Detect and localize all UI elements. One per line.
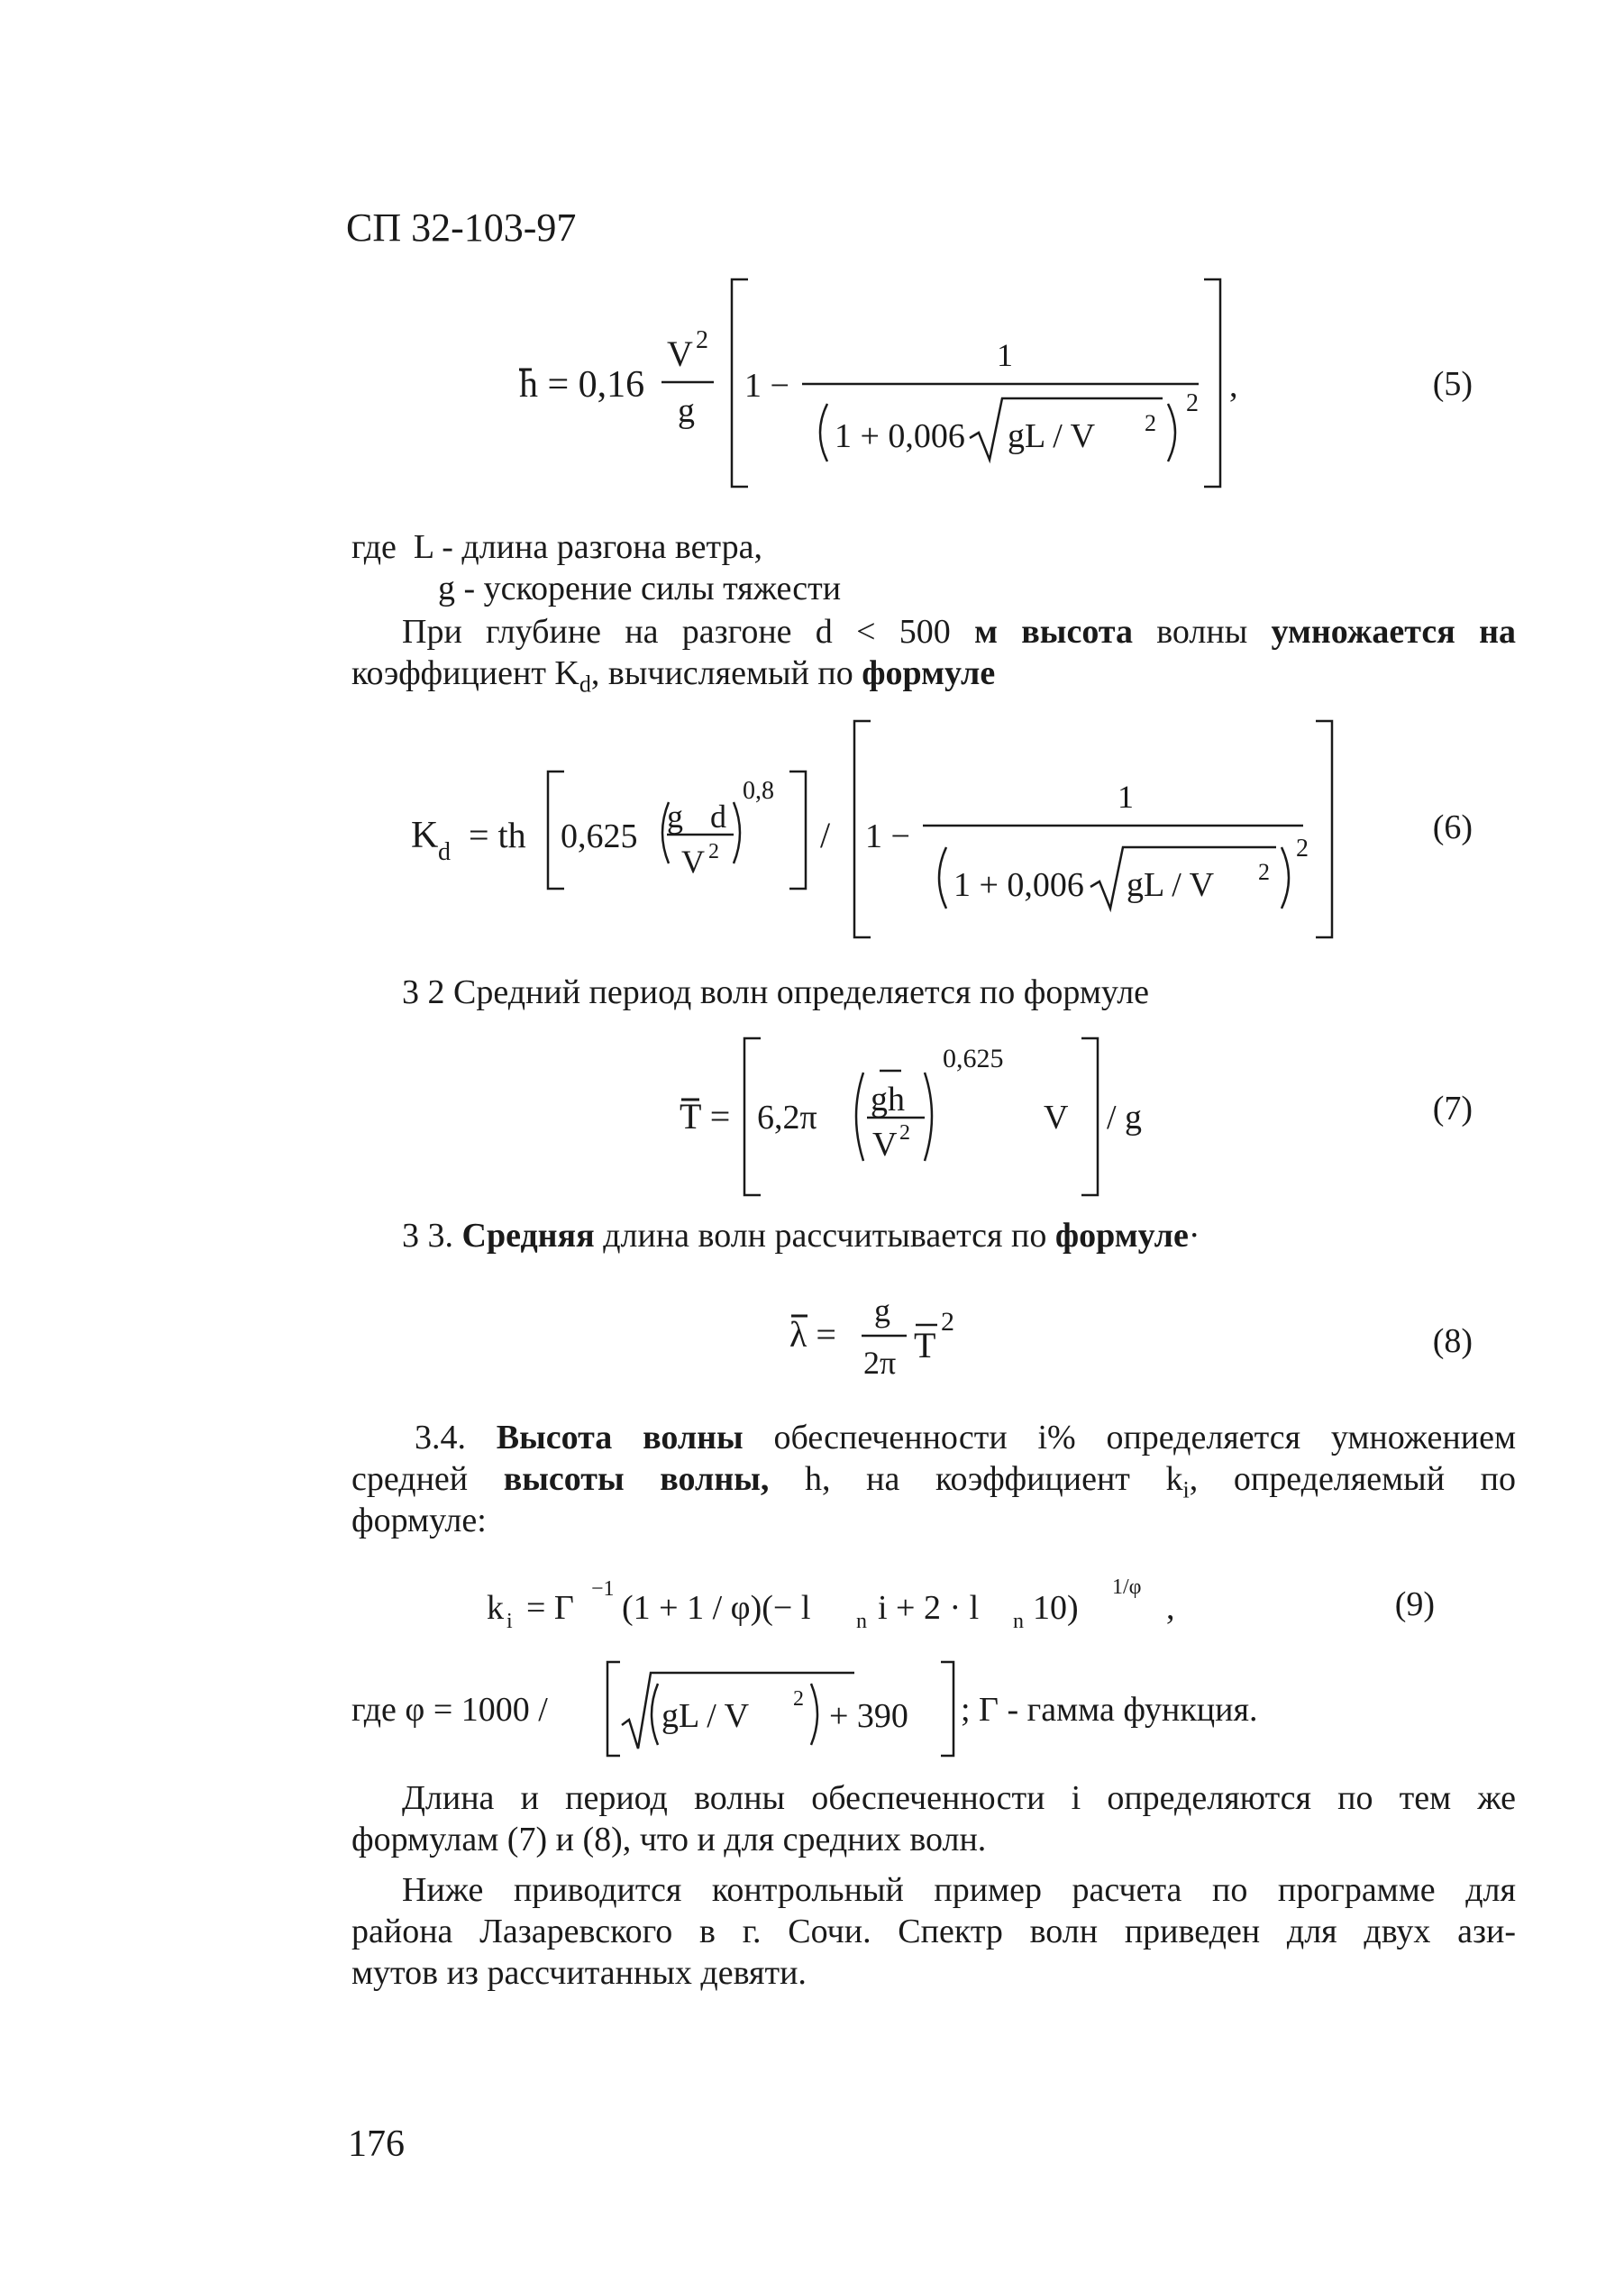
f7-V-sup: 2 <box>899 1121 910 1145</box>
f6-inner: 1 + 0,006 <box>953 866 1084 904</box>
formula-9 <box>478 1559 1289 1649</box>
eq-number-6: (6) <box>1432 808 1473 846</box>
f8-num: g <box>874 1292 890 1329</box>
f9-body: (1 + 1 / φ)(− l <box>622 1589 811 1627</box>
f9-lhs-sub: i <box>506 1610 513 1633</box>
f6-lhs-sub: d <box>438 838 451 866</box>
eq-number-7: (7) <box>1432 1090 1473 1128</box>
where-phi-prefix: где φ = 1000 / <box>351 1691 548 1729</box>
fphi-sup: 2 <box>793 1687 804 1711</box>
f6-V: V <box>681 844 705 880</box>
para-depth-line1: При глубине на разгоне d < 500 м высота волны умножается на <box>402 613 1517 651</box>
where-g: g - ускорение силы тяжести <box>438 570 842 607</box>
f5-den: g <box>678 392 695 430</box>
f6-outer-sup: 2 <box>1296 835 1309 863</box>
f9-n: n <box>856 1610 867 1633</box>
formula-8 <box>775 1280 1009 1397</box>
f8-lhs: λ = <box>789 1314 836 1355</box>
f9-comma: , <box>1166 1589 1175 1627</box>
f5-rad: gL / V <box>1008 417 1096 455</box>
f9-sup: −1 <box>591 1577 615 1601</box>
section-3-4-line1: 3.4. Высота волны обеспеченности i% определяется умножением <box>415 1419 1516 1456</box>
f9-body2: i + 2 · l <box>878 1589 980 1627</box>
f5-comma: , <box>1229 367 1238 405</box>
where-L: где L - длина разгона ветра, <box>351 528 762 566</box>
section-3-2: 3 2 Средний период волн определяется по формуле <box>402 973 1150 1011</box>
page-number: 176 <box>348 2123 405 2165</box>
f7-gh: gh <box>871 1081 905 1119</box>
para-depth-line2: коэффициент $K_d$, вычисляемый по формуле <box>351 654 996 698</box>
f5-num: V <box>667 333 693 374</box>
f5-frac-num: 1 <box>997 337 1013 373</box>
f6-g: g <box>667 799 683 835</box>
f5-sup: 2 <box>696 326 708 354</box>
eq-number-8: (8) <box>1432 1322 1473 1360</box>
where-phi-suffix: ; Г - гамма функция. <box>961 1691 1258 1729</box>
para-length-line2: формулам (7) и (8), что и для средних волн. <box>351 1821 987 1858</box>
formula-5 <box>487 270 1298 496</box>
f9-exp: 1/φ <box>1112 1575 1142 1599</box>
f7-tail: / g <box>1107 1099 1143 1137</box>
f7-coef: 6,2π <box>757 1099 817 1137</box>
para-length-line1: Длина и период волны обеспеченности i определяются по тем же <box>402 1779 1516 1817</box>
f6-slash: / <box>820 815 831 855</box>
f7-V2: V <box>1044 1099 1069 1137</box>
fphi-rad: gL / V <box>661 1697 750 1735</box>
f6-eq: = th <box>469 815 526 855</box>
f5-outer-sup: 2 <box>1186 389 1199 417</box>
f7-lhs: T = <box>680 1096 731 1137</box>
f8-T: T <box>914 1325 936 1365</box>
section-3-3: 3 3. Средняя длина волн рассчитывается по формуле· <box>402 1217 1200 1255</box>
f6-frac-num: 1 <box>1118 779 1134 815</box>
formula-7 <box>658 1027 1217 1208</box>
f9-rhs: = Г <box>526 1589 574 1627</box>
f5-rad-sup: 2 <box>1145 410 1156 436</box>
f6-exp: 0,8 <box>743 777 774 805</box>
f9-lhs: k <box>487 1589 504 1627</box>
formula-phi <box>602 1655 963 1763</box>
f5-lhs: h = 0,16 <box>519 364 645 406</box>
document-code: СП 32-103-97 <box>346 205 577 250</box>
f6-V-sup: 2 <box>708 840 719 863</box>
eq-number-9: (9) <box>1394 1585 1435 1623</box>
f7-V: V <box>872 1126 898 1164</box>
f5-inner: 1 + 0,006 <box>835 417 965 455</box>
section-3-4-line3: формуле: <box>351 1502 487 1539</box>
f6-lhs: K <box>411 815 439 856</box>
eq-number-5: (5) <box>1432 365 1473 403</box>
para-example-line2: района Лазаревского в г. Сочи. Спектр волн приведен для двух ази- <box>351 1913 1516 1950</box>
f5-one: 1 − <box>744 367 789 405</box>
f8-sup: 2 <box>941 1307 954 1337</box>
f9-n2: n <box>1013 1610 1024 1633</box>
f8-den: 2π <box>863 1345 897 1381</box>
f6-one: 1 − <box>865 817 910 855</box>
section-3-4-line2: средней высоты волны, h, на коэффициент $k_i$, определяемый по <box>351 1460 1516 1503</box>
f9-body3: 10) <box>1033 1589 1079 1627</box>
para-example-line1: Ниже приводится контрольный пример расчета по программе для <box>402 1871 1516 1909</box>
f6-rad: gL / V <box>1127 866 1215 904</box>
f6-coef: 0,625 <box>561 817 638 855</box>
f7-exp: 0,625 <box>943 1044 1004 1073</box>
para-example-line3: мутов из рассчитанных девяти. <box>351 1954 807 1992</box>
f6-rad-sup: 2 <box>1258 859 1270 885</box>
fphi-plus: + 390 <box>829 1697 908 1735</box>
f6-d: d <box>710 799 726 835</box>
formula-6 <box>397 712 1388 955</box>
